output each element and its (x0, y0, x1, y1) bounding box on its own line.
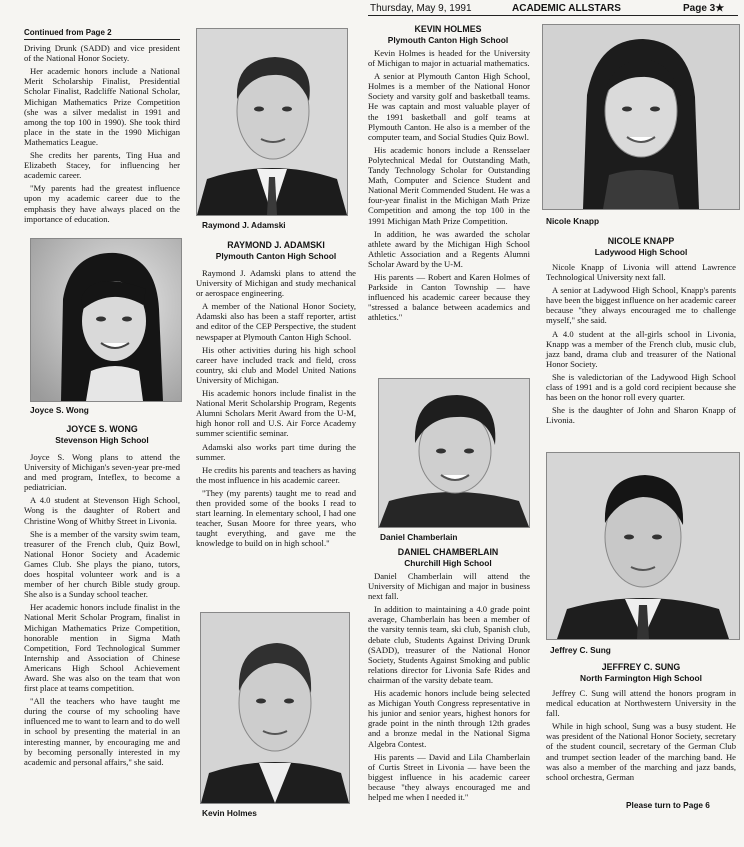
adamski-photo (196, 28, 348, 216)
paragraph: He credits his parents and teachers as having the most influence in his academic career. (196, 464, 356, 485)
holmes-name: KEVIN HOLMES (414, 24, 482, 34)
paragraph: Kevin Holmes is headed for the University of Michigan to major in actuarial mathematics. (368, 48, 530, 69)
paragraph: Adamski also works part time during the summer. (196, 441, 356, 462)
knapp-name: NICOLE KNAPP (607, 236, 675, 246)
paragraph: Joyce S. Wong plans to attend the University of Michigan's seven-year pre-med and med program, Inteflex, to become a pediatrician. (24, 452, 180, 493)
sung-name: JEFFREY C. SUNG (601, 662, 681, 672)
sung-photo (546, 452, 740, 640)
knapp-photo (542, 24, 740, 210)
paragraph: His academic honors include being selected as Michigan Youth Congress representative in his junior and senior years, highest honors for grade point in the ninth through 12th grades and a bronze medal in the National Sigma Algebra Contest. (368, 688, 530, 749)
sung-caption: Jeffrey C. Sung (550, 645, 611, 655)
adamski-caption: Raymond J. Adamski (202, 220, 286, 230)
chamberlain-school: Churchill High School (404, 558, 492, 568)
issue-date: Thursday, May 9, 1991 (370, 3, 472, 14)
holmes-article (368, 48, 530, 325)
wong-article (24, 452, 180, 770)
sung-article (546, 688, 736, 785)
paragraph: Nicole Knapp of Livonia will attend Lawrence Technological University next fall. (546, 262, 736, 283)
paragraph: Her academic honors include a National Merit Scholarship Finalist, Presidential Scholar Finalist, Radcliffe National Scholar, Michigan Mathematics Prize Competition (she was a silver medalist in 1991 and among the top 100 in 1990). She took third place in the state in the 1990 Michigan Mathematics League. (24, 66, 180, 147)
paragraph: His academic honors include finalist in the National Merit Scholarship Program, Regents Alumni Scholars Merit Award from the U-M, high honor roll and U.S. Air Force Academy summer scientific seminar. (196, 388, 356, 439)
page-number: Page 3★ (683, 3, 725, 14)
paragraph: A member of the National Honor Society, Adamski also has been a staff reporter, artist and editor of the CEP Perspective, the student newspaper at Plymouth Canton High School. (196, 301, 356, 342)
chamberlain-heading (364, 547, 532, 569)
wong-photo (30, 238, 182, 402)
paragraph: His academic honors include a Rensselaer Polytechnical Medal for Outstanding Math, Tandy Technology Scholar for Outstanding Math, Computer and Science Student and National Merit Commended Student. He was a four-year finalist in the Michigan Math Prize Competition and among the top 100 in the 1991 Michigan Math Prize Competition. (368, 144, 530, 226)
paragraph: A senior at Plymouth Canton High School, Holmes is a member of the National Honor Society and varsity golf and basketball teams. He was captain and most valuable player of the 1991 basketball and golf teams at Plymouth Canton. He also is a member of the computer team, and Social Studies Quiz Bowl. (368, 71, 530, 142)
knapp-school: Ladywood High School (594, 247, 688, 257)
paragraph: His parents — David and Lila Chamberlain of Curtis Street in Livonia — have been the biggest influence in his academic career because "they always encouraged me and helped me when I needed it." (368, 751, 530, 802)
paragraph: A 4.0 student at Stevenson High School, Wong is the daughter of Robert and Christine Wong of Whitby Street in Livonia. (24, 495, 180, 526)
holmes-school: Plymouth Canton High School (387, 35, 509, 45)
chamberlain-caption: Daniel Chamberlain (380, 532, 458, 542)
page-header (0, 0, 744, 16)
paragraph: "They (my parents) taught me to read and then provided some of the books I read to start learning. In elementary school, I had one teacher, Susan Moore for three years, who taught everything, and gave me the knowledge to build on in high school." (196, 487, 356, 549)
wong-caption: Joyce S. Wong (30, 405, 89, 415)
paragraph: "All the teachers who have taught me during the course of my schooling have influenced me to want to learn and to do well in school by presenting the material in an interesting manner, by encouraging me and by becoming personally interested in my academic and personal affairs," she said. (24, 696, 180, 767)
knapp-heading (546, 236, 736, 258)
continued-footer: Please turn to Page 6 (626, 800, 710, 810)
paragraph: A senior at Ladywood High School, Knapp's parents have been the biggest influence on her academic career because "they always encouraged me to challenge myself," she said. (546, 285, 736, 326)
adamski-heading (196, 240, 356, 262)
sung-school: North Farmington High School (580, 673, 702, 683)
paragraph: His parents — Robert and Karen Holmes of Parkside in Canton Township — have influenced his academic career because they "stressed a balance between academics and athletics." (368, 271, 530, 323)
paragraph: While in high school, Sung was a busy student. He was president of the National Honor Society, secretary of the student council, secretary of the German Club and trumpet section leader of the marching band. He was also a member of the marching and jazz bands, school orchestra, German (546, 721, 736, 782)
knapp-caption: Nicole Knapp (546, 216, 600, 226)
paragraph: She is valedictorian of the Ladywood High School class of 1991 and is a gold cord recipient because she has been on the honor roll every quarter. (546, 371, 736, 403)
paragraph: Daniel Chamberlain will attend the University of Michigan and major in business next fall. (368, 571, 530, 602)
holmes-photo (200, 612, 350, 804)
wong-continuation (24, 28, 180, 227)
paragraph: "My parents had the greatest influence upon my academic career due to the emphasis they have always placed on the importance of education. (24, 183, 180, 224)
sung-heading (546, 662, 736, 684)
paragraph: Raymond J. Adamski plans to attend the University of Michigan and study mechanical or aerospace engineering. (196, 268, 356, 299)
wong-name: JOYCE S. WONG (66, 424, 138, 434)
chamberlain-name: DANIEL CHAMBERLAIN (397, 547, 499, 557)
holmes-heading (364, 24, 532, 46)
paragraph: She is the daughter of John and Sharon Knapp of Livonia. (546, 405, 736, 426)
chamberlain-photo (378, 378, 530, 528)
paragraph: Driving Drunk (SADD) and vice president of the National Honor Society. (24, 43, 180, 64)
paragraph: In addition to maintaining a 4.0 grade point average, Chamberlain has been a member of the varsity tennis team, ski club, Spanish club, debate club, Students Against Driving Drunk (SADD), treasurer of the National Honor Society, Students Against Smoking and public relations director for Livonia Safe Rides and chairman of the varsity debate team. (368, 604, 530, 685)
paragraph: In addition, he was awarded the scholar athlete award by the Michigan High School Athletic Association and a Regents Alumni Scholar Award by the U-M. (368, 228, 530, 269)
knapp-article (546, 262, 736, 428)
paragraph: She credits her parents, Ting Hua and Elizabeth Stacey, for influencing her academic career. (24, 150, 180, 181)
paragraph: A 4.0 student at the all-girls school in Livonia, Knapp was a member of the French club, music club, jazz band, drama club and treasurer of the National Honor Society. (546, 328, 736, 369)
paragraph: Her academic honors include finalist in the National Merit Scholar Program, finalist in Michigan Mathematics Prize Competition, honorable mention in Sigma Math Competition, Ford Technological Summer Internship and Association of Chinese Americans High School Achievement Award. She was also on the team that won first place at teams competition. (24, 602, 180, 694)
paragraph: Jeffrey C. Sung will attend the honors program in medical education at Northwestern University in the fall. (546, 688, 736, 719)
paragraph: She is a member of the varsity swim team, treasurer of the French club, Quiz Bowl, National Honor Society and Academic Games Club. She plays the piano, tutors, does hospital volunteer work and is a member of her church Bible study group. She also is a Sunday school teacher. (24, 528, 180, 600)
holmes-caption: Kevin Holmes (202, 808, 257, 818)
wong-heading (24, 424, 180, 446)
paragraph: His other activities during his high school career have included track and field, cross country, ski club and Model United Nations University of Michigan. (196, 344, 356, 385)
adamski-article (196, 268, 356, 551)
section-title: ACADEMIC ALLSTARS (512, 3, 621, 14)
wong-school: Stevenson High School (55, 435, 149, 445)
adamski-school: Plymouth Canton High School (215, 251, 337, 261)
header-rule (368, 15, 738, 16)
adamski-name: RAYMOND J. ADAMSKI (227, 240, 325, 250)
continued-label: Continued from Page 2 (24, 28, 180, 40)
chamberlain-article (368, 571, 530, 805)
